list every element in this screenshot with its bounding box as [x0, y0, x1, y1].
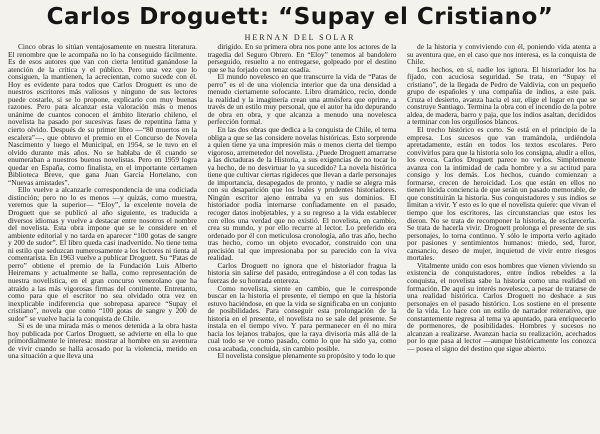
paragraph: Si es de una mirada más o menos detenida a la obra hasta hoy publicada por Carlos Droguett, se advierte en ella lo que primordialmente le interesa: mostrar al hombre en su aventura de vivir cuando se halla acosado por la violencia, metido en una situación a que lleva una [8, 321, 197, 361]
paragraph: Cinco obras lo sitúan ventajosamente en nuestra literatura. El renombre que le acompaña no lo ha conseguido fácilmente. Es de esos autores que van con cierta lentitud ganándose la atención de la crítica y el público. Pero una vez que lo consiguen, la mantienen, la acrecientan, como sucede con él. Hoy es evidente para todos que Carlos Droguett es uno de nuestros escritores más valiosos y ninguno de sus lectores puede costarle, si se lo propone, explicarlo con muy buenas razones. Pero para alcanzar esta valoración más o menos unánime de cuantos conocen el ámbito literario chileno, el novelista ha pasado por sucesivas fases de repentina fama y cierto olvido. Después de su primer libro —“80 muertos en la escalera”—, que obtuvo el premio en el Concurso de Novela Nascimento y luego el Municipal, en 1954, se le tuvo en el olvido durante más años. No se hablaba de él cuando se enumeraban a nuestros buenos novelistas. Pero en 1959 logra quedar en España, como finalista, en el importante certamen Biblioteca Breve, que gana Juan García Hortelano, con “Nuevas amistades”. [8, 43, 197, 187]
paragraph: dirigido. En su primera obra nos pone ante los actores de la tragedia del Seguro Obrero. En “Eloy” tenemos al bandolero perseguido, resuelto a no entregarse, golpeado por el destino que se ha forjado con tenaz osadía. [207, 43, 397, 74]
author-byline: HERNAN DEL SOLAR [244, 33, 356, 42]
paragraph: El mundo novelesco en que transcurre la vida de “Patas de perro” es el de una violencia interior que da una densidad a menudo ciertamente sofocante. Libro dramático, recio, donde la realidad y la imaginería crean una atmósfera que oprime, a través de un estilo muy personal, que el autor ha ido depurando de obra en obra, y que alcanza a menudo una novelesca perfección formal. [207, 72, 397, 127]
column-3 [407, 43, 596, 433]
paragraph: Los hechos, en sí, nadie los ignora. El historiador los ha fijado, con acuciosa seguridad. Se trata, en “Supay el cristiano”, de la llegada de Pedro de Valdivia, con un pequeño grupo de españoles y una compañía de indios, a este país. Cruza el desierto, avanza hacia el sur, elige el lugar en que se construye Santiago. Termina la obra con el incendio de la pobre aldea, de madera, barro y paja, que los indios asaltan, decididos a terminar con los orgullosos blancos. [407, 64, 596, 127]
column-1 [8, 43, 197, 433]
paragraph: de la historia y conviviendo con él, poniendo vida atenta a su aventura que, en el caso que nos interesa, es la conquista de Chile. [407, 43, 596, 67]
paragraph: Como novelista, siente en cambio, que le corresponde buscar en la historia el presente, el tiempo en que la historia estuvo haciéndose, en que la vida se significaba en un conjunto de posibilidades. Para conseguir esta prolongación de la historia en el presente, el novelista no se sale del presente. Se instala en el tiempo vivo. Y para permanecer en él no mira hacia los lejanos trabajos, que la raya divisoria más allá de la cual todo se ve como pasado, como lo que ha sido ya, como cosa acabada, concluida, sin cambio posible. [207, 283, 397, 353]
column-2 [208, 43, 397, 433]
article-body [8, 43, 596, 433]
paragraph: El trecho histórico es corto. Se está en el principio de la empresa. Los sucesos que van tramándola, urdiéndola apretadamente, están en todos los textos escolares. Pero convivirlos para que la historia solo los consigna, aludir a ellos, los evoca. Carlos Droguett parece no verlos. Simplemente avanza con la intimidad de cada hombre y a su actitud para consigo y los demás. Los hechos, cuando comienzan a formarse, crecen de heroicidad. Los que están en ellos no tienen lúcida conciencia de que serán un pasado memorable, de que constituirán la historia. Sus conquistadores y sus indios se limitan a vivir. Y esto es lo que el novelista quiere: que vivan el tiempo que los escritores, las circunstancias que estos les dieron. No se trata de recomponer la historia, de esclarecerla. Se trata de hacerla vivir. Droguett prolonga el presente de sus personajes, lo torna continuo. Y sólo le importa verlo agitado por pasiones y sentimientos humanos: miedo, sed, furor, cansancio, deseo de mujer, inquietud de vivir entre riesgos mortales. [407, 125, 596, 263]
paragraph: El novelista consigue plenamente su propósito y todo lo que [217, 351, 396, 361]
paragraph: En las dos obras que dedica a la conquista de Chile, el tema obliga a que se las considere novelas históricas. Esto sorprende a quien tiene ya una impresión más o menos cierta del tiempo vigoroso, arremetedor del novelista. ¿Puede Droguett amarrarse a las dictaduras de la Historia, a sus exigencias de no tocar lo ya hecho, de no desvirtuar lo ya sucedido? La novela histórica tiene que cultivar ciertas rigideces que llevan a darle personajes de importancia, desapegados de pronto, y nadie se alegra más con su desaparición que los leales y prudentes historiadores. Ningún escritor ajeno entraba ya en sus dominios. El historiador podía internarse confiadamente en el pasado, recoger datos inobjetables, y a su regreso a la vida establecer con ellos una verdad que no existió. El novelista, en cambio, crea su mundo, y por ello recurre al lector. Lo preferido era ordenado por él con meticulosa cronología, año tras año, hecho tras hecho, como un objeto evocador, construido con una precisión tal que impresionaba por su parecido con la viva realidad. [207, 125, 397, 263]
paragraph: Vitalmente unido con esos hombres que vienen viviendo su existencia de conquistadores, entre indios rebeldes a la conquista, el novelista sabe la historia como una realidad en formación. De aquí su interés novelesco, a pesar de tratarse de una realidad histórica. Carlos Droguett no deshace a sus personajes en el pasado histórico. Los sostiene en el presente de la vida. Lo hace con un estilo de narrador reiterativo, que constantemente regresa al tema ya apuntado, para enriquecerlo de pormenores, de posibilidades. Hombres y sucesos no alcanzan a realizarse. Avanzan hacia su realización, acechados por lo que pasa al lector —aunque históricamente los conozca— posea el signo del destino que sigue abierto. [407, 260, 596, 353]
paragraph: Ello vuelve a alcanzarle correspondencia de una codiciada distinción; pero no lo es menos —y quizás, como muestra, veremos que la superior— “Eloy”, la excelente novela de Droguett que se publicó al año siguiente, es traducida a diversos idiomas y vuelve a destacar entre nosotros el nombre del novelista. Esta obra impone que se le considere en el ambiente editorial y no tarda en aparecer “100 gotas de sangre y 200 de sudor”. El libro queda casi inadvertido. No tiene tema ni estilo que seduzcan numerosamente a los lectores ni tienta al comentarista. En 1963 vuelve a publicar Droguett. Su “Patas de perro” obtiene el premio de la Fundación Luis Alberto Heiremans y actualmente se halla, como representación de nuestra novelística, en el gran concurso venezolano que ha atraído a las más vigorosas firmas del continente. Entretanto, como para que el escritor no sea olvidado otra vez en inexplicable indiferencia que sobrepasa aparece “Supay el cristiano”, novela que como “100 gotas de sangre y 200 de sudor” se vuelve hacia la conquista de Chile. [8, 185, 197, 323]
article-title: Carlos Droguett: “Supay el Cristiano” [46, 4, 554, 30]
paragraph: Carlos Droguett no ignora que el historiador fragua la historia sin salirse del pasado, entregándose a él con todas las fuerzas de su honrada entereza. [207, 260, 397, 285]
